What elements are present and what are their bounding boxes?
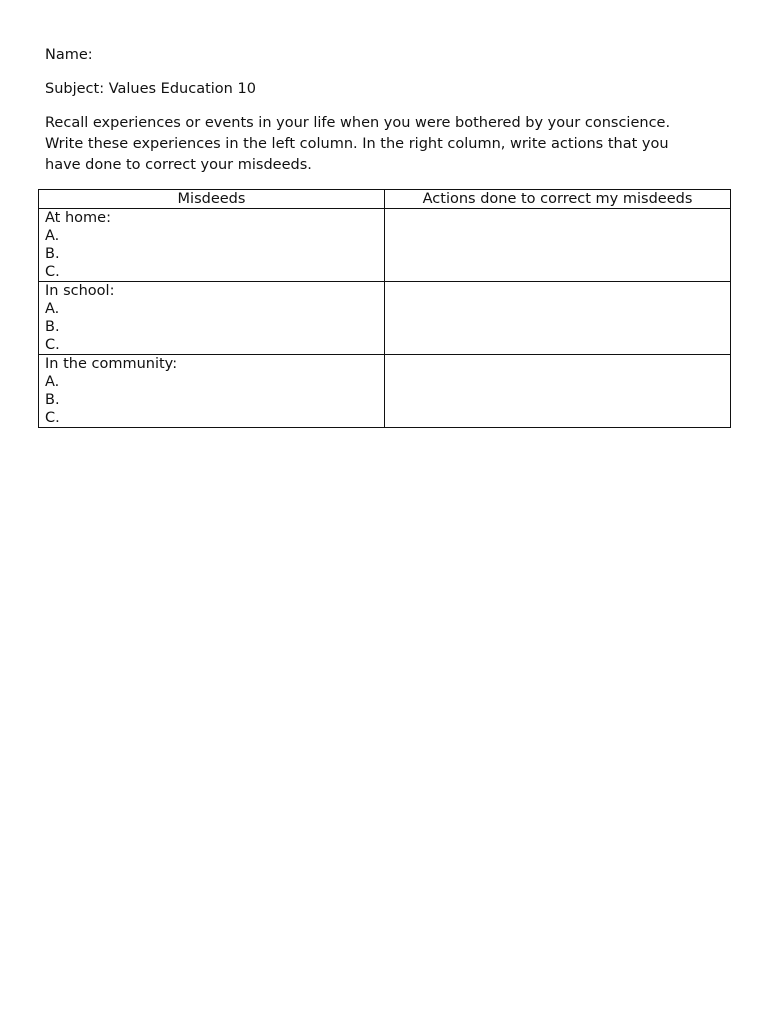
name-label: Name:	[45, 47, 93, 63]
misdeeds-table	[38, 189, 731, 428]
column-header-misdeeds: Misdeeds	[39, 190, 385, 209]
list-item: C.	[45, 337, 60, 353]
table-row	[39, 282, 731, 355]
list-item: C.	[45, 264, 60, 280]
column-header-actions: Actions done to correct my misdeeds	[385, 190, 731, 209]
list-item: B.	[45, 246, 60, 262]
row-label: In school:	[45, 283, 115, 299]
instructions-paragraph	[45, 113, 725, 176]
row-label: At home:	[45, 210, 111, 226]
list-item: A.	[45, 228, 60, 244]
list-item: A.	[45, 301, 60, 317]
misdeeds-cell-home[interactable]	[39, 209, 385, 282]
table-header-row	[39, 190, 731, 209]
list-item: B.	[45, 392, 60, 408]
misdeeds-cell-community[interactable]	[39, 355, 385, 428]
row-label: In the community:	[45, 356, 178, 372]
list-item: C.	[45, 410, 60, 426]
list-item: A.	[45, 374, 60, 390]
instructions-line: Recall experiences or events in your life when you were bothered by your conscience.	[45, 115, 671, 131]
subject-label: Subject: Values Education 10	[45, 81, 256, 97]
actions-cell-school[interactable]	[385, 282, 731, 355]
table-row	[39, 209, 731, 282]
table-row	[39, 355, 731, 428]
instructions-line: Write these experiences in the left column. In the right column, write actions that you	[45, 136, 669, 152]
actions-cell-home[interactable]	[385, 209, 731, 282]
actions-cell-community[interactable]	[385, 355, 731, 428]
misdeeds-cell-school[interactable]	[39, 282, 385, 355]
list-item: B.	[45, 319, 60, 335]
instructions-line: have done to correct your misdeeds.	[45, 157, 312, 173]
